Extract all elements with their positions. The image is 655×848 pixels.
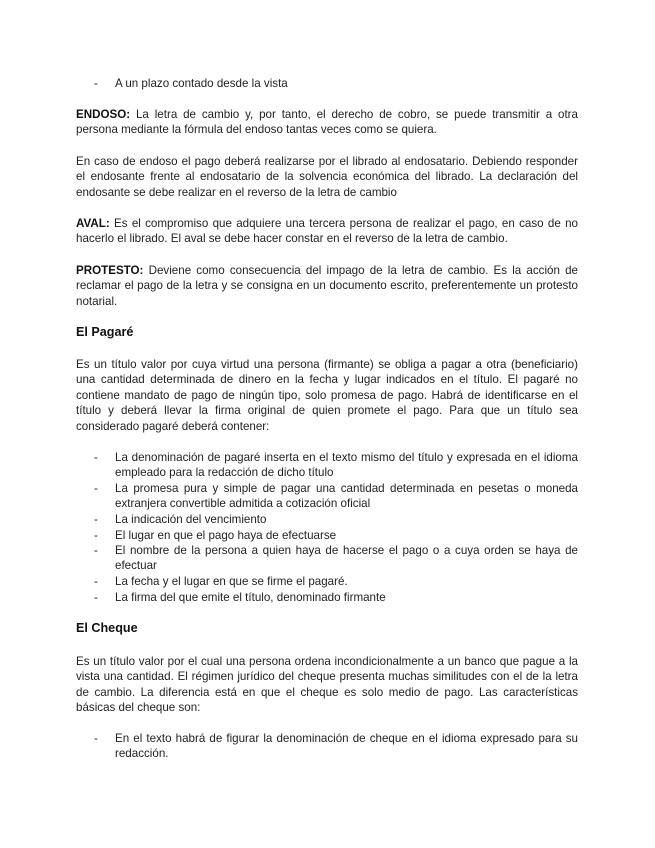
- list-item-text: La firma del que emite el título, denominado firmante: [115, 591, 386, 604]
- endoso-text: La letra de cambio y, por tanto, el derecho de cobro, se puede transmitir a otra persona mediante la fórmula del endoso tantas veces como se quiera.: [76, 108, 578, 137]
- protesto-paragraph: [76, 263, 578, 309]
- endoso-payment-paragraph: En caso de endoso el pago deberá realizarse por el librado al endosatario. Debiendo responder el endosante frente al endosatario de la solvencia económica del librado. La declaración del endosante se debe realizar en el reverso de la letra de cambio: [76, 155, 578, 199]
- aval-text: Es el compromiso que adquiere una tercera persona de realizar el pago, en caso de no hacerlo el librado. El aval se debe hacer constar en el reverso de la letra de cambio.: [76, 217, 578, 246]
- cheque-intro-paragraph: Es un título valor por el cual una persona ordena incondicionalmente a un banco que pague a la vista una cantidad. El régimen jurídico del cheque presenta muchas similitudes con el de la letra de cambio. La diferencia está en que el cheque es solo medio de pago. Las características básicas del cheque son:: [76, 655, 578, 715]
- list-item-text: La denominación de pagaré inserta en el texto mismo del título y expresada en el idioma empleado para la redacción de dicho título: [115, 451, 578, 480]
- pagare-intro-paragraph: Es un título valor por cuya virtud una persona (firmante) se obliga a pagar a otra (beneficiario) una cantidad determinada de dinero en la fecha y lugar indicados en el título. El pagaré no contiene mandato de pago de ningún tipo, solo promesa de pago. Habrá de identificarse en el título y deberá llevar la firma original de quien promete el pago. Para que un título sea considerado pagaré deberá contener:: [76, 358, 578, 433]
- list-bullet: -: [94, 575, 98, 588]
- list-item-text: El lugar en que el pago haya de efectuarse: [115, 529, 337, 542]
- list-item-text: La promesa pura y simple de pagar una cantidad determinada en pesetas o moneda extranjera convertible admitida a cotización oficial: [115, 482, 578, 511]
- list-bullet: -: [94, 529, 98, 542]
- pagare-heading: El Pagaré: [76, 325, 134, 339]
- list-item-text: El nombre de la persona a quien haya de hacerse el pago o a cuya orden se haya de efectuar: [115, 544, 578, 573]
- list-bullet: -: [94, 513, 98, 526]
- list-bullet: -: [94, 591, 98, 604]
- list-item-text: La fecha y el lugar en que se firme el pagaré.: [115, 575, 348, 588]
- list-bullet: -: [94, 544, 98, 557]
- endoso-label: ENDOSO:: [76, 108, 131, 121]
- list-item-text: A un plazo contado desde la vista: [115, 77, 288, 90]
- protesto-label: PROTESTO:: [76, 264, 144, 277]
- list-bullet: -: [94, 482, 98, 495]
- list-item-text: En el texto habrá de figurar la denominación de cheque en el idioma expresado para su redacción.: [115, 732, 578, 761]
- list-item-text: La indicación del vencimiento: [115, 513, 267, 526]
- list-bullet: -: [94, 77, 98, 90]
- list-bullet: -: [94, 451, 98, 464]
- aval-label: AVAL:: [76, 217, 110, 230]
- list-bullet: -: [94, 732, 98, 745]
- cheque-heading: El Cheque: [76, 621, 138, 635]
- aval-paragraph: [76, 216, 578, 247]
- endoso-paragraph: [76, 107, 578, 138]
- protesto-text: Deviene como consecuencia del impago de la letra de cambio. Es la acción de reclamar el pago de la letra y se consigna en un documento escrito, preferentemente un protesto notarial.: [76, 264, 578, 308]
